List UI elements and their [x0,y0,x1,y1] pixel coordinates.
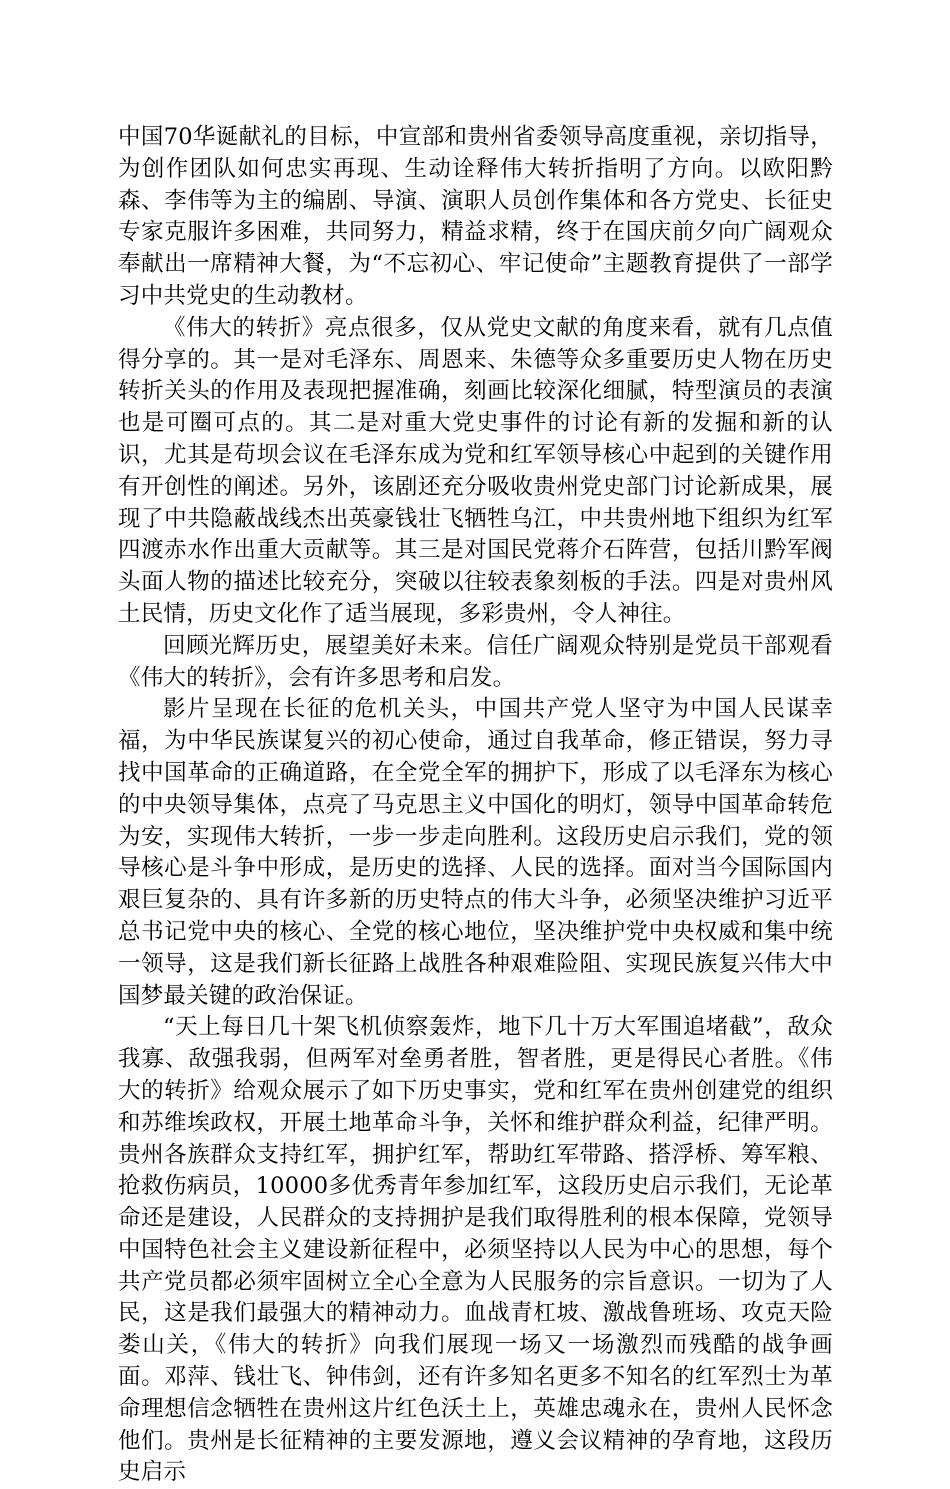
paragraph-3: 回顾光辉历史，展望美好未来。信任广阔观众特别是党员干部观看《伟大的转折》，会有许多思考和启发。 [118,632,833,691]
paragraph-5: “天上每日几十架飞机侦察轰炸，地下几十万大军围追堵截”，敌众我寡、敌强我弱，但两军对垒勇者胜，智者胜，更是得民心者胜。《伟大的转折》给观众展示了如下历史事实，党和红军在贵州创建党的组织和苏维埃政权，开展土地革命斗争，关怀和维护群众利益，纪律严明。贵州各族群众支持红军，拥护红军，帮助红军带路、搭浮桥、筹军粮、抢救伤病员，10000多优秀青年参加红军，这段历史启示我们，无论革命还是建设，人民群众的支持拥护是我们取得胜利的根本保障，党领导中国特色社会主义建设新征程中，必须坚持以人民为中心的思想，每个共产党员都必须牢固树立全心全意为人民服务的宗旨意识。一切为了人民，这是我们最强大的精神动力。血战青杠坡、激战鲁班场、攻克天险娄山关，《伟大的转折》向我们展现一场又一场激烈而残酷的战争画面。邓萍、钱壮飞、钟伟剑，还有许多知名更多不知名的红军烈士为革命理想信念牺牲在贵州这片红色沃土上，英雄忠魂永在，贵州人民怀念他们。贵州是长征精神的主要发源地，遵义会议精神的孕育地，这段历史启示 [118,1014,833,1486]
paragraph-1: 中国70华诞献礼的目标，中宣部和贵州省委领导高度重视，亲切指导，为创作团队如何忠实再现、生动诠释伟大转折指明了方向。以欧阳黔森、李伟等为主的编剧、导演、演职人员创作集体和各方党史、长征史专家克服许多困难，共同努力，精益求精，终于在国庆前夕向广阔观众奉献出一席精神大餐，为“不忘初心、牢记使命”主题教育提供了一部学习中共党史的生动教材。 [118,124,833,309]
document-page [118,122,833,1489]
paragraph-2: 《伟大的转折》亮点很多，仅从党史文献的角度来看，就有几点值得分享的。其一是对毛泽东、周恩来、朱德等众多重要历史人物在历史转折关头的作用及表现把握准确，刻画比较深化细腻，特型演员的表演也是可圈可点的。其二是对重大党史事件的讨论有新的发掘和新的认识，尤其是苟坝会议在毛泽东成为党和红军领导核心中起到的关键作用有开创性的阐述。另外，该剧还充分吸收贵州党史部门讨论新成果，展现了中共隐蔽战线杰出英豪钱壮飞牺牲乌江，中共贵州地下组织为红军四渡赤水作出重大贡献等。其三是对国民党蒋介石阵营，包括川黔军阀头面人物的描述比较充分，突破以往较表象刻板的手法。四是对贵州风土民情，历史文化作了适当展现，多彩贵州，令人神往。 [118,314,833,627]
paragraph-4: 影片呈现在长征的危机关头，中国共产党人坚守为中国人民谋幸福，为中华民族谋复兴的初心使命，通过自我革命，修正错误，努力寻找中国革命的正确道路，在全党全军的拥护下，形成了以毛泽东为核心的中央领导集体，点亮了马克思主义中国化的明灯，领导中国革命转危为安，实现伟大转折，一步一步走向胜利。这段历史启示我们，党的领导核心是斗争中形成，是历史的选择、人民的选择。面对当今国际国内艰巨复杂的、具有许多新的历史特点的伟大斗争，必须坚决维护习近平总书记党中央的核心、全党的核心地位，坚决维护党中央权威和集中统一领导，这是我们新长征路上战胜各种艰难险阻、实现民族复兴伟大中国梦最关键的政治保证。 [118,696,833,1009]
